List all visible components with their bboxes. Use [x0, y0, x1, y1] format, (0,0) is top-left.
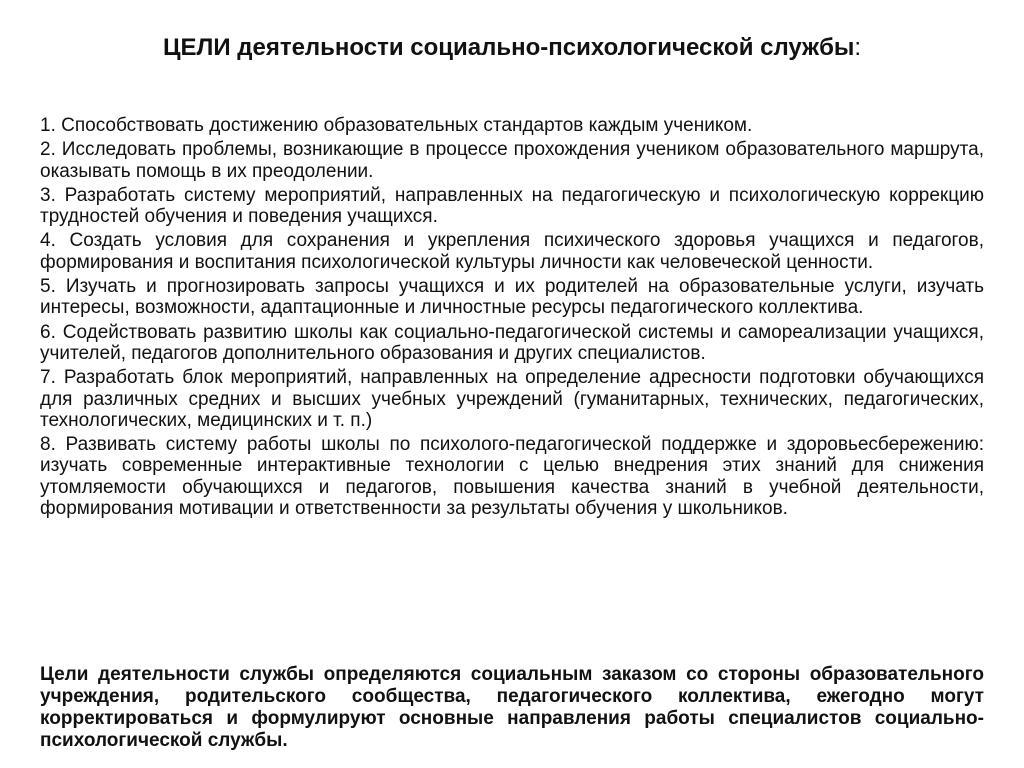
page-title-text: ЦЕЛИ деятельности социально-психологической службы — [162, 34, 855, 61]
goal-item-6: 6. Содействовать развитию школы как социально-педагогической системы и самореализации учащихся, учителей, педагогов дополнительного образования и других специалистов. — [40, 321, 984, 364]
goal-item-4: 4. Создать условия для сохранения и укрепления психического здоровья учащихся и педагогов, формирования и воспитания психологической культуры личности как человеческой ценности. — [40, 230, 984, 273]
goal-item-1: 1. Способствовать достижению образовательных стандартов каждым учеником. — [40, 115, 753, 136]
goal-item-8: 8. Развивать систему работы школы по психолого-педагогической поддержке и здоровьесбережению: изучать современные интерактивные технологии с целью внедрения этих знаний для снижения утомляемости обучающихся и педагогов, повышения качества знаний в учебной деятельности, формирования мотивации и ответственности за результаты обучения у школьников. — [40, 434, 984, 520]
goal-item-7: 7. Разработать блок мероприятий, направленных на определение адресности подготовки обучающихся для различных средних и высших учебных учреждений (гуманитарных, технических, педагогических, технологических, медицинских и т. п.) — [40, 367, 984, 431]
goal-item-2: 2. Исследовать проблемы, возникающие в процессе прохождения учеником образовательного маршрута, оказывать помощь в их преодолении. — [40, 139, 984, 182]
goal-item-3: 3. Разработать систему мероприятий, направленных на педагогическую и психологическую коррекцию трудностей обучения и поведения учащихся. — [40, 184, 984, 228]
summary-paragraph: Цели деятельности службы определяются социальным заказом со стороны образовательного учреждения, родительского сообщества, педагогического коллектива, ежегодно могут корректироваться и формулируют основные направления работы специалистов социально-психологической службы. — [40, 664, 984, 751]
page-title — [0, 33, 1024, 63]
page-title-colon: : — [854, 34, 862, 61]
goal-item-5: 5. Изучать и прогнозировать запросы учащихся и их родителей на образовательные услуги, изучать интересы, возможности, адаптационные и личностные ресурсы педагогического коллектива. — [40, 276, 984, 319]
goals-list — [40, 115, 984, 522]
